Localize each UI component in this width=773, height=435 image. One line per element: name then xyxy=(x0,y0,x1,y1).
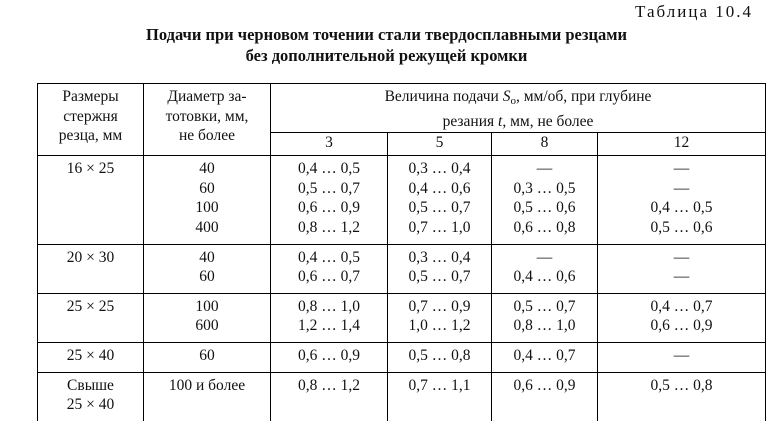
feed-depth-8-cell xyxy=(492,156,598,244)
feed-depth-5-cell xyxy=(388,293,492,342)
header-size xyxy=(38,84,144,156)
diameter-cell xyxy=(144,342,271,372)
feed-depth-5-cell xyxy=(388,342,492,372)
header-diameter xyxy=(144,84,271,156)
header-feed-text: , мм, не более xyxy=(502,112,594,130)
header-feed xyxy=(271,84,766,133)
header-feed-text: Величина подачи xyxy=(384,88,503,105)
cell-value: 16 × 25 xyxy=(66,160,115,178)
cell-value: — xyxy=(673,160,690,178)
cell-value: 0,8 … 1,0 xyxy=(298,297,360,315)
cell-value: 0,8 … 1,2 xyxy=(298,376,360,394)
size-cell xyxy=(38,244,144,293)
feed-depth-8-cell xyxy=(492,372,598,421)
header-size-line: Размеры xyxy=(62,88,119,105)
size-cell xyxy=(38,293,144,342)
header-feed-text: резания xyxy=(442,112,499,130)
header-diameter-line: Диаметр за- xyxy=(167,88,247,105)
header-feed-text: , мм/об, при глубине xyxy=(515,88,652,105)
size-cell xyxy=(38,342,144,372)
cell-value: 0,4 … 0,7 xyxy=(513,346,576,364)
cell-value: 0,4 … 0,6 xyxy=(408,179,471,197)
header-depth-12: 12 xyxy=(598,133,766,156)
header-feed-line-2 xyxy=(271,112,765,132)
header-feed-line-1 xyxy=(271,87,765,112)
cell-value: 0,4 … 0,5 xyxy=(298,248,360,266)
cell-value: 0,6 … 0,9 xyxy=(513,376,576,394)
diameter-cell xyxy=(144,293,271,342)
cell-value: 0,5 … 0,6 xyxy=(513,199,576,217)
cell-value: 0,5 … 0,6 xyxy=(650,218,713,236)
feed-depth-12-cell xyxy=(598,244,766,293)
feed-depth-3-cell xyxy=(271,372,388,421)
feed-depth-5-cell xyxy=(388,244,492,293)
feed-symbol: S xyxy=(502,88,511,105)
cell-value: 25 × 40 xyxy=(66,396,115,414)
cell-value: — xyxy=(673,248,690,266)
cell-value: 0,3 … 0,5 xyxy=(513,179,576,197)
cell-value: 0,5 … 0,8 xyxy=(408,346,471,364)
table-number: Таблица 10.4 xyxy=(635,2,753,21)
header-diameter-line: тотовки, мм, xyxy=(165,107,249,125)
cell-value: 0,5 … 0,7 xyxy=(298,179,360,197)
feed-depth-8-cell xyxy=(492,244,598,293)
cell-value: 0,3 … 0,4 xyxy=(408,160,471,178)
cell-value: 400 xyxy=(195,218,219,236)
cell-value: 0,6 … 0,9 xyxy=(298,199,360,217)
cell-value: 100 xyxy=(195,199,219,217)
cell-value: 0,8 … 1,0 xyxy=(513,317,576,335)
feed-depth-12-cell xyxy=(598,342,766,372)
cell-value: 100 xyxy=(195,297,219,315)
cell-value: — xyxy=(673,346,690,364)
table-row xyxy=(38,156,766,244)
cell-value: 0,5 … 0,7 xyxy=(513,297,576,315)
header-depth-5: 5 xyxy=(388,133,492,156)
header-size-line: стержня xyxy=(63,107,118,125)
feed-depth-3-cell xyxy=(271,342,388,372)
header-diameter-line: не более xyxy=(179,127,235,145)
cell-value: — xyxy=(536,248,553,266)
diameter-cell xyxy=(144,156,271,244)
cell-value: 1,2 … 1,4 xyxy=(298,317,360,335)
cell-value: — xyxy=(673,268,690,286)
feed-depth-3-cell xyxy=(271,156,388,244)
feed-subscript: о xyxy=(510,95,516,107)
header-size-line: резца, мм xyxy=(58,127,123,145)
cell-value: Свыше xyxy=(67,376,114,394)
cell-value: — xyxy=(536,160,553,178)
feed-depth-8-cell xyxy=(492,342,598,372)
cell-value: 0,4 … 0,7 xyxy=(650,297,713,315)
cell-value: 60 xyxy=(199,268,215,286)
cell-value: 600 xyxy=(195,317,219,335)
diameter-cell xyxy=(144,244,271,293)
cell-value: 20 × 30 xyxy=(66,248,115,266)
cell-value: 0,7 … 1,1 xyxy=(408,376,471,394)
feeds-table xyxy=(37,83,766,421)
cell-value: 25 × 25 xyxy=(66,297,115,315)
cell-value: 0,7 … 1,0 xyxy=(408,218,471,236)
cell-value: 0,4 … 0,5 xyxy=(650,199,713,217)
caption-line-1: Подачи при черновом точении стали твердосплавными резцами xyxy=(146,25,627,44)
cell-value: 0,6 … 0,7 xyxy=(298,268,360,286)
cell-value: 0,5 … 0,8 xyxy=(650,376,713,394)
feed-depth-12-cell xyxy=(598,293,766,342)
cell-value: 0,7 … 0,9 xyxy=(408,297,471,315)
header-depth-3: 3 xyxy=(271,133,388,156)
table-row xyxy=(38,342,766,372)
cell-value: 0,6 … 0,9 xyxy=(298,346,360,364)
table-body xyxy=(38,156,766,421)
cell-value: 0,3 … 0,4 xyxy=(408,248,471,266)
cell-value: 0,6 … 0,8 xyxy=(513,218,576,236)
cell-value: — xyxy=(673,179,690,197)
cell-value: 0,5 … 0,7 xyxy=(408,199,471,217)
feed-depth-12-cell xyxy=(598,156,766,244)
table-caption xyxy=(0,24,773,66)
table-row xyxy=(38,372,766,421)
cell-value: 60 xyxy=(199,179,215,197)
feed-depth-3-cell xyxy=(271,244,388,293)
cell-value: 0,8 … 1,2 xyxy=(298,218,360,236)
cell-value: 40 xyxy=(199,160,215,178)
size-cell xyxy=(38,372,144,421)
header-row xyxy=(38,84,766,133)
cell-value: 0,5 … 0,7 xyxy=(408,268,471,286)
cell-value: 0,6 … 0,9 xyxy=(650,317,713,335)
caption-line-2: без дополнительной режущей кромки xyxy=(245,46,528,65)
cell-value: 60 xyxy=(199,346,215,364)
feed-depth-3-cell xyxy=(271,293,388,342)
cell-value: 100 и более xyxy=(168,376,246,394)
feed-depth-8-cell xyxy=(492,293,598,342)
table-row xyxy=(38,293,766,342)
cell-value: 25 × 40 xyxy=(66,346,115,364)
cell-value: 0,4 … 0,5 xyxy=(298,160,360,178)
diameter-cell xyxy=(144,372,271,421)
size-cell xyxy=(38,156,144,244)
cell-value: 40 xyxy=(199,248,215,266)
depth-symbol: t xyxy=(498,112,503,130)
feed-depth-12-cell xyxy=(598,372,766,421)
feed-depth-5-cell xyxy=(388,156,492,244)
header-depth-8: 8 xyxy=(492,133,598,156)
cell-value: 1,0 … 1,2 xyxy=(408,317,471,335)
cell-value: 0,4 … 0,6 xyxy=(513,268,576,286)
feed-depth-5-cell xyxy=(388,372,492,421)
table-row xyxy=(38,244,766,293)
